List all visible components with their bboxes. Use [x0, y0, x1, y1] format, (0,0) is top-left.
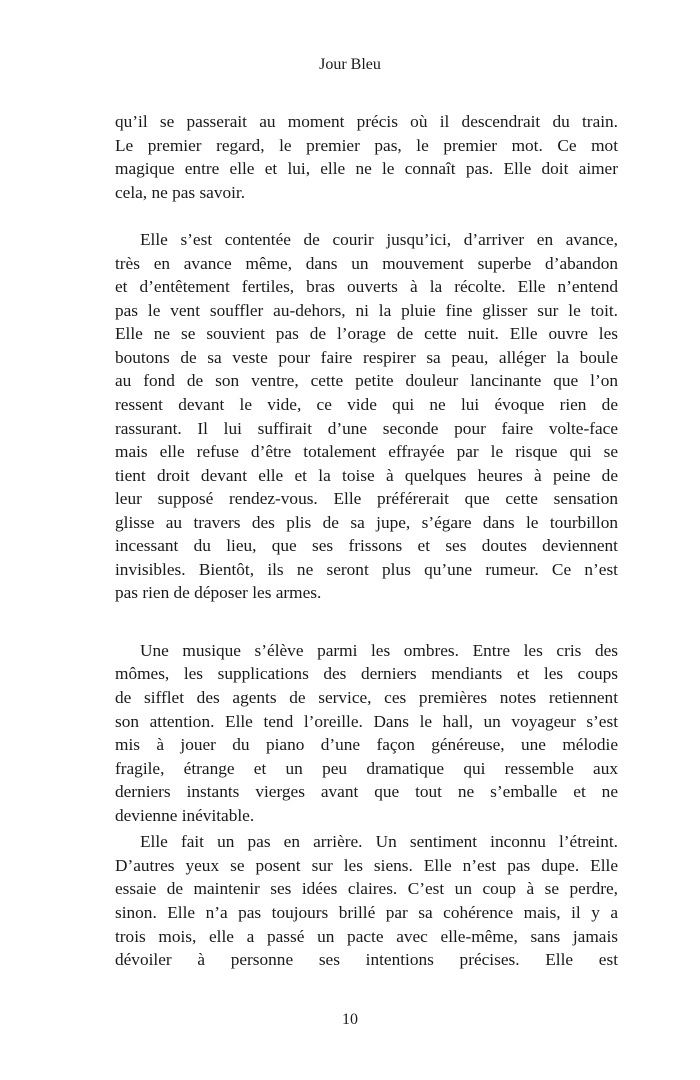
text-line: au fond de son ventre, cette petite douleur lancinante que l’on	[115, 371, 618, 391]
text-line: invisibles. Bientôt, ils ne seront plus qu’une rumeur. Ce n’est	[115, 559, 618, 579]
text-line: trois mois, elle a passé un pacte avec elle-même, sans jamais	[115, 926, 618, 946]
text-line: Le premier regard, le premier pas, le premier mot. Ce mot	[115, 135, 618, 155]
text-line: incessant du lieu, que ses frissons et ses doutes deviennent	[115, 536, 618, 556]
text-line: Elle ne se souvient pas de l’orage de cette nuit. Elle ouvre les	[115, 324, 618, 344]
text-line: glisse au travers des plis de sa jupe, s’égare dans le tourbillon	[115, 512, 618, 532]
text-line: mômes, les supplications des derniers mendiants et les coups	[115, 664, 618, 684]
text-line: Une musique s’élève parmi les ombres. Entre les cris des	[140, 640, 618, 660]
text-line: qu’il se passerait au moment précis où il descendrait du train.	[115, 112, 618, 131]
text-line: fragile, étrange et un peu dramatique qui ressemble aux	[115, 758, 618, 778]
text-line: essaie de maintenir ses idées claires. C’est un coup à se perdre,	[115, 879, 618, 899]
text-line: et d’entêtement fertiles, bras ouverts à la récolte. Elle n’entend	[115, 277, 618, 297]
running-head-title: Jour Bleu	[319, 56, 381, 73]
text-line: devienne inévitable.	[115, 805, 255, 825]
paragraph	[115, 110, 618, 204]
text-line: Elle fait un pas en arrière. Un sentiment inconnu l’étreint.	[140, 832, 618, 852]
text-line: mis à jouer du piano d’une façon généreuse, une mélodie	[115, 735, 618, 755]
text-line: boutons de sa veste pour faire respirer sa peau, alléger la boule	[115, 347, 618, 367]
text-line: pas rien de déposer les armes.	[115, 583, 322, 603]
text-line: très en avance même, dans un mouvement superbe d’abandon	[115, 253, 618, 273]
text-line: mais elle refuse d’être totalement effrayée par le risque qui se	[115, 442, 618, 462]
text-line: rassurant. Il lui suffirait d’une seconde pour faire volte-face	[115, 418, 618, 438]
paragraph-spacer	[115, 605, 618, 639]
text-line: sinon. Elle n’a pas toujours brillé par sa cohérence mais, il y a	[115, 902, 618, 922]
text-line: tient droit devant elle et la toise à quelques heures à peine de	[115, 465, 618, 485]
text-line: derniers instants vierges avant que tout ne s’emballe et ne	[115, 782, 618, 802]
text-line: magique entre elle et lui, elle ne le connaît pas. Elle doit aimer	[115, 159, 618, 179]
paragraph	[115, 228, 618, 605]
text-line: leur supposé rendez-vous. Elle préférerait que cette sensation	[115, 489, 618, 509]
text-line: ressent devant le vide, ce vide qui ne lui évoque rien de	[115, 395, 618, 415]
paragraph-spacer	[115, 204, 618, 228]
text-line: cela, ne pas savoir.	[115, 182, 246, 202]
paragraph	[115, 830, 618, 971]
text-line: Elle s’est contentée de courir jusqu’ici, d’arriver en avance,	[140, 230, 618, 250]
body-text	[115, 110, 618, 972]
text-line: pas le vent souffler au-dehors, ni la pluie fine glisser sur le toit.	[115, 300, 618, 320]
text-line: de sifflet des agents de service, ces premières notes retiennent	[115, 688, 618, 708]
text-line: D’autres yeux se posent sur les siens. Elle n’est pas dupe. Elle	[115, 855, 618, 875]
text-line: son attention. Elle tend l’oreille. Dans le hall, un voyageur s’est	[115, 711, 618, 731]
page-number: 10	[342, 1011, 358, 1028]
paragraph	[115, 639, 618, 827]
text-line: dévoiler à personne ses intentions précises. Elle est	[115, 950, 618, 970]
